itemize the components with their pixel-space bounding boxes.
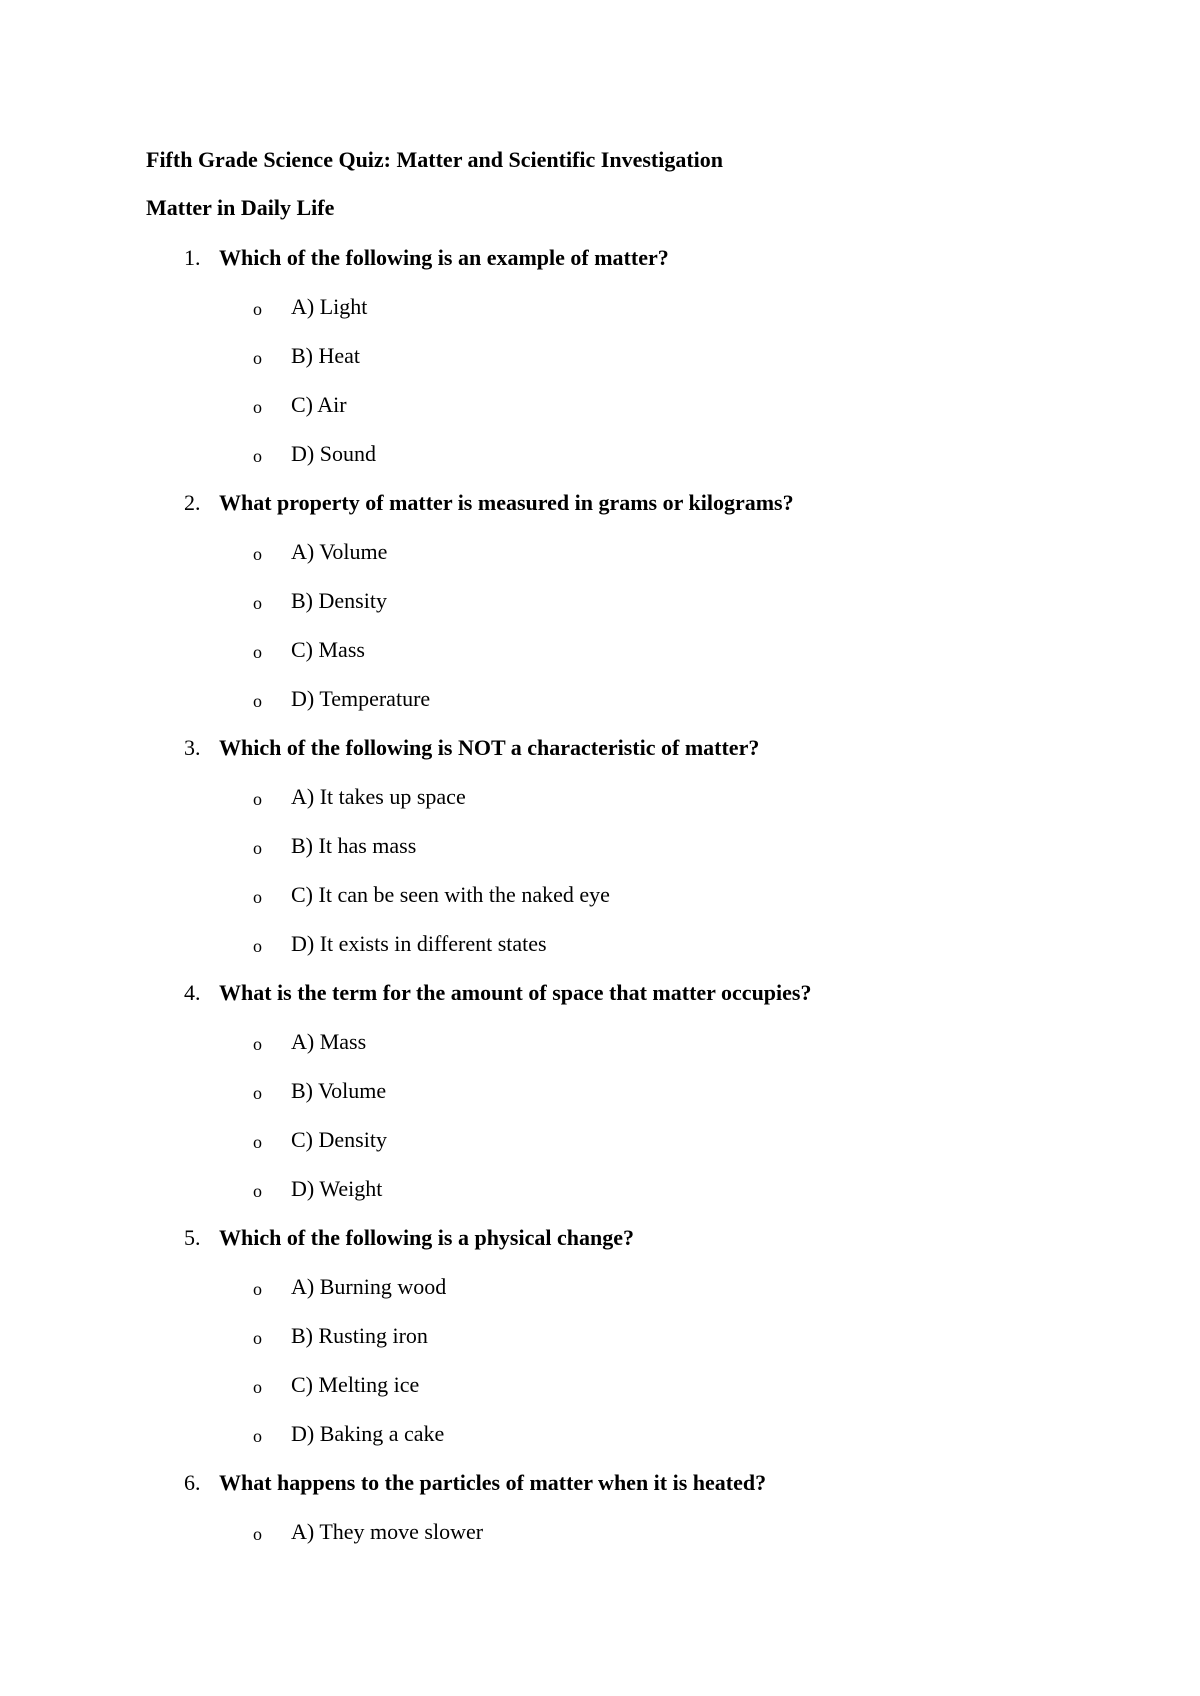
- question-text: Which of the following is a physical change?: [219, 1225, 634, 1250]
- question-text: What is the term for the amount of space that matter occupies?: [219, 980, 812, 1005]
- option-2a: [0, 537, 1200, 567]
- option-text: A) They move slower: [291, 1519, 484, 1544]
- question-number: 1.: [184, 245, 201, 270]
- option-text: A) Volume: [291, 539, 388, 564]
- option-2d: [0, 684, 1200, 714]
- bullet-icon: o: [253, 348, 262, 368]
- option-text: B) Rusting iron: [291, 1323, 428, 1348]
- option-4c: [0, 1125, 1200, 1155]
- question-4: [0, 978, 1200, 1008]
- option-4d: [0, 1174, 1200, 1204]
- question-text: Which of the following is NOT a characteristic of matter?: [219, 735, 760, 760]
- bullet-icon: o: [253, 1524, 262, 1544]
- bullet-icon: o: [253, 1328, 262, 1348]
- bullet-icon: o: [253, 691, 262, 711]
- option-3c: [0, 880, 1200, 910]
- bullet-icon: o: [253, 642, 262, 662]
- option-text: C) Melting ice: [291, 1372, 420, 1397]
- option-text: A) Burning wood: [291, 1274, 447, 1299]
- question-text: Which of the following is an example of matter?: [219, 245, 669, 270]
- option-text: B) It has mass: [291, 833, 417, 858]
- question-text: What property of matter is measured in grams or kilograms?: [219, 490, 794, 515]
- question-2: [0, 488, 1200, 518]
- option-text: B) Heat: [291, 343, 361, 368]
- bullet-icon: o: [253, 1132, 262, 1152]
- bullet-icon: o: [253, 838, 262, 858]
- bullet-icon: o: [253, 299, 262, 319]
- question-3: [0, 733, 1200, 763]
- section-heading: Matter in Daily Life: [146, 195, 335, 220]
- option-text: D) Weight: [291, 1176, 383, 1201]
- question-5: [0, 1223, 1200, 1253]
- option-5a: [0, 1272, 1200, 1302]
- question-number: 4.: [184, 980, 201, 1005]
- option-5d: [0, 1419, 1200, 1449]
- option-4b: [0, 1076, 1200, 1106]
- option-text: D) Sound: [291, 441, 376, 466]
- option-text: A) Mass: [291, 1029, 367, 1054]
- option-1a: [0, 292, 1200, 322]
- bullet-icon: o: [253, 1034, 262, 1054]
- question-number: 2.: [184, 490, 201, 515]
- option-text: C) Mass: [291, 637, 365, 662]
- option-4a: [0, 1027, 1200, 1057]
- question-number: 3.: [184, 735, 201, 760]
- question-text: What happens to the particles of matter when it is heated?: [219, 1470, 767, 1495]
- option-5b: [0, 1321, 1200, 1351]
- question-6: [0, 1468, 1200, 1498]
- bullet-icon: o: [253, 397, 262, 417]
- option-text: C) It can be seen with the naked eye: [291, 882, 610, 907]
- question-number: 6.: [184, 1470, 201, 1495]
- bullet-icon: o: [253, 446, 262, 466]
- bullet-icon: o: [253, 887, 262, 907]
- option-text: D) It exists in different states: [291, 931, 547, 956]
- bullet-icon: o: [253, 936, 262, 956]
- option-text: A) It takes up space: [291, 784, 466, 809]
- question-number: 5.: [184, 1225, 201, 1250]
- option-text: D) Baking a cake: [291, 1421, 445, 1446]
- option-text: B) Volume: [291, 1078, 387, 1103]
- option-text: D) Temperature: [291, 686, 431, 711]
- option-1d: [0, 439, 1200, 469]
- option-text: B) Density: [291, 588, 387, 613]
- option-6a: [0, 1517, 1200, 1547]
- option-text: A) Light: [291, 294, 368, 319]
- bullet-icon: o: [253, 1181, 262, 1201]
- option-1c: [0, 390, 1200, 420]
- option-text: C) Density: [291, 1127, 387, 1152]
- option-3d: [0, 929, 1200, 959]
- bullet-icon: o: [253, 1377, 262, 1397]
- page-title: Fifth Grade Science Quiz: Matter and Scientific Investigation: [146, 147, 724, 172]
- bullet-icon: o: [253, 1083, 262, 1103]
- bullet-icon: o: [253, 544, 262, 564]
- bullet-icon: o: [253, 1426, 262, 1446]
- bullet-icon: o: [253, 789, 262, 809]
- option-2b: [0, 586, 1200, 616]
- option-1b: [0, 341, 1200, 371]
- option-5c: [0, 1370, 1200, 1400]
- option-2c: [0, 635, 1200, 665]
- bullet-icon: o: [253, 593, 262, 613]
- option-3a: [0, 782, 1200, 812]
- option-3b: [0, 831, 1200, 861]
- bullet-icon: o: [253, 1279, 262, 1299]
- option-text: C) Air: [291, 392, 347, 417]
- question-1: [0, 243, 1200, 273]
